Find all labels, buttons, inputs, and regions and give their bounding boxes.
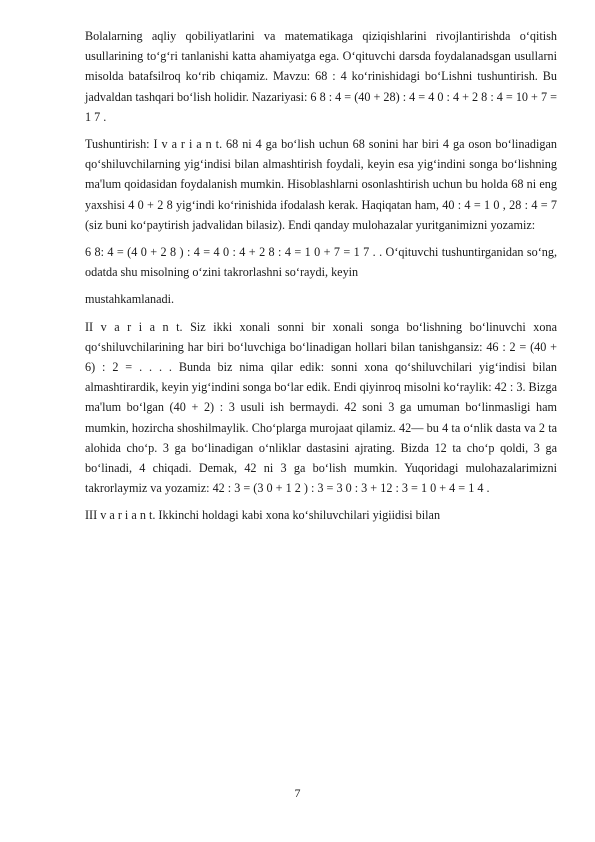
document-body [85, 26, 557, 533]
paragraph-intro: Bolalarning aqliy qobiliyatlarini va matematikaga qiziqishlarini rivojlantirishda o‘qitish usullarining to‘g‘ri tanlanishi katta ahamiyatga ega. O‘qituvchi darsda foydalanadsgan usullarni misolda batafsilroq ko‘rib chiqamiz. Mavzu: 68 : 4 ko‘rinishidagi bo‘Lishni tushuntirish. Bu jadvaldan tashqari bo‘lish holidir. Nazariyasi: 6 8 : 4 = (40 + 28) : 4 = 4 0 : 4 + 2 8 : 4 = 10 + 7 = 1 7 . [85, 29, 557, 124]
page-number: 7 [294, 786, 301, 800]
paragraph-variant-1: Tushuntirish: I v a r i a n t. 68 ni 4 ga bo‘lish uchun 68 sonini har biri 4 ga oson bo‘linadigan qo‘shiluvchilarning yig‘indisi bilan almashtirish foydali, keyin esa yig‘indini songa bo‘lishning ma'lum qoidasidan foydalanish mumkin. Hisoblashlarni osonlashtirish uchun bu holda 68 ni eng yaxshisi 4 0 + 2 8 yig‘indi ko‘rinishida ifodalash kerak. Haqiqatan ham, 40 : 4 = 1 0 , 28 : 4 = 7 (siz buni ko‘paytirish jadvalidan bilasiz). Endi qanday mulohazalar yuritganimizni yozamiz: [85, 137, 557, 232]
paragraph-continuation: mustahkamlanadi. [85, 292, 175, 307]
paragraph-variant-2: II v a r i a n t. Siz ikki xonali sonni bir xonali songa bo‘lishning bo‘linuvchi xona qo‘shiluvchilarining har biri bo‘luvchiga bo‘linadigan hollari bilan tanishgansiz: 46 : 2 = (40 + 6) : 2 = . . . . Bunda biz nima qilar edik: sonni xona qo‘shiluvchilari yig‘indisi bilan almashtirardik, keyin yig‘indini songa bo‘lar edik. Endi qiyinroq misolni ko‘raylik: 42 : 3. Bizga ma'lum bo‘lgan (40 + 2) : 3 usuli ish bermaydi. 42 soni 3 ga umuman bo‘linmasligi ham mumkin, hozircha shoshilmaylik. Cho‘plarga murojaat qilamiz. 42— bu 4 ta o‘nlik dasta va 2 ta alohida cho‘p. 3 ga bo‘linadigan o‘nliklar dastasini ajrating. Bizda 12 ta cho‘p qoldi, 3 ga bo‘linadi, 4 chiqadi. Demak, 42 ni 3 ga bo‘lish mumkin. Yuqoridagi mulohazalarimizni takrorlaymiz va yozamiz: 42 : 3 = (3 0 + 1 2 ) : 3 = 3 0 : 3 + 12 : 3 = 1 0 + 4 = 1 4 . [85, 319, 557, 496]
paragraph-variant-3: III v a r i a n t. Ikkinchi holdagi kabi xona ko‘shiluvchilari yigiidisi bilan [85, 508, 441, 523]
paragraph-formula: 6 8: 4 = (4 0 + 2 8 ) : 4 = 4 0 : 4 + 2 8 : 4 = 1 0 + 7 = 1 7 . . O‘qituvchi tushuntirganidan so‘ng, odatda shu misolning o‘zini takrorlashni so‘raydi, keyin [85, 245, 557, 280]
